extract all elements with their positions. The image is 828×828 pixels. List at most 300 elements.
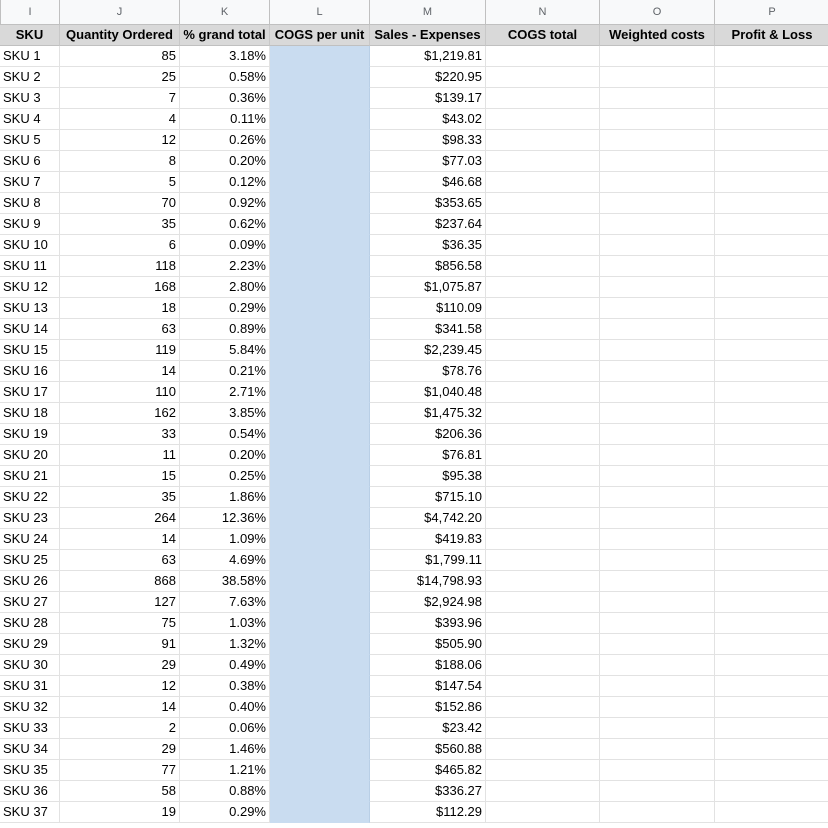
profit-loss-cell[interactable] bbox=[715, 403, 828, 424]
quantity-cell[interactable]: 63 bbox=[60, 550, 180, 571]
sales-expenses-cell[interactable]: $1,075.87 bbox=[370, 277, 486, 298]
cogs-per-unit-cell[interactable] bbox=[270, 172, 370, 193]
weighted-costs-cell[interactable] bbox=[600, 781, 715, 802]
weighted-costs-cell[interactable] bbox=[600, 571, 715, 592]
profit-loss-cell[interactable] bbox=[715, 655, 828, 676]
profit-loss-cell[interactable] bbox=[715, 109, 828, 130]
quantity-cell[interactable]: 4 bbox=[60, 109, 180, 130]
sales-expenses-cell[interactable]: $78.76 bbox=[370, 361, 486, 382]
weighted-costs-cell[interactable] bbox=[600, 718, 715, 739]
sku-cell[interactable]: SKU 1 bbox=[0, 46, 60, 67]
header-profit-loss[interactable]: Profit & Loss bbox=[715, 25, 828, 46]
weighted-costs-cell[interactable] bbox=[600, 151, 715, 172]
cogs-per-unit-cell[interactable] bbox=[270, 214, 370, 235]
quantity-cell[interactable]: 6 bbox=[60, 235, 180, 256]
weighted-costs-cell[interactable] bbox=[600, 277, 715, 298]
cogs-per-unit-cell[interactable] bbox=[270, 802, 370, 823]
quantity-cell[interactable]: 58 bbox=[60, 781, 180, 802]
sku-cell[interactable]: SKU 31 bbox=[0, 676, 60, 697]
profit-loss-cell[interactable] bbox=[715, 277, 828, 298]
quantity-cell[interactable]: 35 bbox=[60, 214, 180, 235]
sales-expenses-cell[interactable]: $23.42 bbox=[370, 718, 486, 739]
cogs-per-unit-cell[interactable] bbox=[270, 193, 370, 214]
sku-cell[interactable]: SKU 33 bbox=[0, 718, 60, 739]
cogs-total-cell[interactable] bbox=[486, 172, 600, 193]
quantity-cell[interactable]: 12 bbox=[60, 676, 180, 697]
column-letter-n[interactable]: N bbox=[486, 0, 600, 25]
cogs-per-unit-cell[interactable] bbox=[270, 760, 370, 781]
weighted-costs-cell[interactable] bbox=[600, 298, 715, 319]
pct-grand-total-cell[interactable]: 1.09% bbox=[180, 529, 270, 550]
cogs-total-cell[interactable] bbox=[486, 298, 600, 319]
cogs-per-unit-cell[interactable] bbox=[270, 508, 370, 529]
quantity-cell[interactable]: 91 bbox=[60, 634, 180, 655]
cogs-total-cell[interactable] bbox=[486, 151, 600, 172]
profit-loss-cell[interactable] bbox=[715, 445, 828, 466]
cogs-per-unit-cell[interactable] bbox=[270, 466, 370, 487]
sales-expenses-cell[interactable]: $98.33 bbox=[370, 130, 486, 151]
sku-cell[interactable]: SKU 6 bbox=[0, 151, 60, 172]
pct-grand-total-cell[interactable]: 0.20% bbox=[180, 151, 270, 172]
sku-cell[interactable]: SKU 29 bbox=[0, 634, 60, 655]
sales-expenses-cell[interactable]: $14,798.93 bbox=[370, 571, 486, 592]
cogs-total-cell[interactable] bbox=[486, 550, 600, 571]
profit-loss-cell[interactable] bbox=[715, 760, 828, 781]
sales-expenses-cell[interactable]: $856.58 bbox=[370, 256, 486, 277]
quantity-cell[interactable]: 63 bbox=[60, 319, 180, 340]
quantity-cell[interactable]: 33 bbox=[60, 424, 180, 445]
profit-loss-cell[interactable] bbox=[715, 130, 828, 151]
sales-expenses-cell[interactable]: $46.68 bbox=[370, 172, 486, 193]
sku-cell[interactable]: SKU 5 bbox=[0, 130, 60, 151]
sku-cell[interactable]: SKU 21 bbox=[0, 466, 60, 487]
weighted-costs-cell[interactable] bbox=[600, 445, 715, 466]
sku-cell[interactable]: SKU 22 bbox=[0, 487, 60, 508]
weighted-costs-cell[interactable] bbox=[600, 235, 715, 256]
profit-loss-cell[interactable] bbox=[715, 382, 828, 403]
sku-cell[interactable]: SKU 28 bbox=[0, 613, 60, 634]
quantity-cell[interactable]: 162 bbox=[60, 403, 180, 424]
profit-loss-cell[interactable] bbox=[715, 256, 828, 277]
weighted-costs-cell[interactable] bbox=[600, 172, 715, 193]
pct-grand-total-cell[interactable]: 0.54% bbox=[180, 424, 270, 445]
quantity-cell[interactable]: 85 bbox=[60, 46, 180, 67]
cogs-total-cell[interactable] bbox=[486, 697, 600, 718]
column-letter-l[interactable]: L bbox=[270, 0, 370, 25]
weighted-costs-cell[interactable] bbox=[600, 130, 715, 151]
cogs-per-unit-cell[interactable] bbox=[270, 130, 370, 151]
quantity-cell[interactable]: 118 bbox=[60, 256, 180, 277]
sales-expenses-cell[interactable]: $95.38 bbox=[370, 466, 486, 487]
weighted-costs-cell[interactable] bbox=[600, 487, 715, 508]
pct-grand-total-cell[interactable]: 0.62% bbox=[180, 214, 270, 235]
cogs-per-unit-cell[interactable] bbox=[270, 88, 370, 109]
quantity-cell[interactable]: 7 bbox=[60, 88, 180, 109]
cogs-total-cell[interactable] bbox=[486, 424, 600, 445]
weighted-costs-cell[interactable] bbox=[600, 340, 715, 361]
sku-cell[interactable]: SKU 30 bbox=[0, 655, 60, 676]
pct-grand-total-cell[interactable]: 0.88% bbox=[180, 781, 270, 802]
profit-loss-cell[interactable] bbox=[715, 529, 828, 550]
sales-expenses-cell[interactable]: $1,475.32 bbox=[370, 403, 486, 424]
quantity-cell[interactable]: 5 bbox=[60, 172, 180, 193]
cogs-total-cell[interactable] bbox=[486, 214, 600, 235]
cogs-total-cell[interactable] bbox=[486, 676, 600, 697]
pct-grand-total-cell[interactable]: 0.89% bbox=[180, 319, 270, 340]
sales-expenses-cell[interactable]: $188.06 bbox=[370, 655, 486, 676]
sku-cell[interactable]: SKU 34 bbox=[0, 739, 60, 760]
pct-grand-total-cell[interactable]: 0.92% bbox=[180, 193, 270, 214]
sku-cell[interactable]: SKU 13 bbox=[0, 298, 60, 319]
sales-expenses-cell[interactable]: $147.54 bbox=[370, 676, 486, 697]
quantity-cell[interactable]: 14 bbox=[60, 529, 180, 550]
sku-cell[interactable]: SKU 18 bbox=[0, 403, 60, 424]
quantity-cell[interactable]: 14 bbox=[60, 697, 180, 718]
weighted-costs-cell[interactable] bbox=[600, 424, 715, 445]
sales-expenses-cell[interactable]: $220.95 bbox=[370, 67, 486, 88]
cogs-total-cell[interactable] bbox=[486, 256, 600, 277]
quantity-cell[interactable]: 14 bbox=[60, 361, 180, 382]
sku-cell[interactable]: SKU 14 bbox=[0, 319, 60, 340]
column-letter-o[interactable]: O bbox=[600, 0, 715, 25]
pct-grand-total-cell[interactable]: 2.80% bbox=[180, 277, 270, 298]
profit-loss-cell[interactable] bbox=[715, 571, 828, 592]
cogs-per-unit-cell[interactable] bbox=[270, 592, 370, 613]
sku-cell[interactable]: SKU 37 bbox=[0, 802, 60, 823]
cogs-per-unit-cell[interactable] bbox=[270, 487, 370, 508]
pct-grand-total-cell[interactable]: 3.85% bbox=[180, 403, 270, 424]
column-letter-i[interactable]: I bbox=[0, 0, 60, 25]
cogs-per-unit-cell[interactable] bbox=[270, 718, 370, 739]
pct-grand-total-cell[interactable]: 0.25% bbox=[180, 466, 270, 487]
sales-expenses-cell[interactable]: $76.81 bbox=[370, 445, 486, 466]
profit-loss-cell[interactable] bbox=[715, 781, 828, 802]
cogs-per-unit-cell[interactable] bbox=[270, 529, 370, 550]
cogs-per-unit-cell[interactable] bbox=[270, 697, 370, 718]
cogs-per-unit-cell[interactable] bbox=[270, 256, 370, 277]
cogs-per-unit-cell[interactable] bbox=[270, 445, 370, 466]
cogs-per-unit-cell[interactable] bbox=[270, 382, 370, 403]
cogs-total-cell[interactable] bbox=[486, 445, 600, 466]
quantity-cell[interactable]: 15 bbox=[60, 466, 180, 487]
profit-loss-cell[interactable] bbox=[715, 739, 828, 760]
cogs-per-unit-cell[interactable] bbox=[270, 781, 370, 802]
quantity-cell[interactable]: 264 bbox=[60, 508, 180, 529]
cogs-total-cell[interactable] bbox=[486, 592, 600, 613]
quantity-cell[interactable]: 868 bbox=[60, 571, 180, 592]
profit-loss-cell[interactable] bbox=[715, 697, 828, 718]
cogs-total-cell[interactable] bbox=[486, 403, 600, 424]
weighted-costs-cell[interactable] bbox=[600, 697, 715, 718]
cogs-per-unit-cell[interactable] bbox=[270, 424, 370, 445]
profit-loss-cell[interactable] bbox=[715, 424, 828, 445]
pct-grand-total-cell[interactable]: 38.58% bbox=[180, 571, 270, 592]
sku-cell[interactable]: SKU 27 bbox=[0, 592, 60, 613]
pct-grand-total-cell[interactable]: 0.12% bbox=[180, 172, 270, 193]
weighted-costs-cell[interactable] bbox=[600, 193, 715, 214]
profit-loss-cell[interactable] bbox=[715, 46, 828, 67]
profit-loss-cell[interactable] bbox=[715, 193, 828, 214]
cogs-per-unit-cell[interactable] bbox=[270, 109, 370, 130]
weighted-costs-cell[interactable] bbox=[600, 613, 715, 634]
sku-cell[interactable]: SKU 7 bbox=[0, 172, 60, 193]
pct-grand-total-cell[interactable]: 4.69% bbox=[180, 550, 270, 571]
sales-expenses-cell[interactable]: $2,239.45 bbox=[370, 340, 486, 361]
sku-cell[interactable]: SKU 24 bbox=[0, 529, 60, 550]
weighted-costs-cell[interactable] bbox=[600, 739, 715, 760]
quantity-cell[interactable]: 110 bbox=[60, 382, 180, 403]
sku-cell[interactable]: SKU 32 bbox=[0, 697, 60, 718]
sku-cell[interactable]: SKU 36 bbox=[0, 781, 60, 802]
quantity-cell[interactable]: 127 bbox=[60, 592, 180, 613]
quantity-cell[interactable]: 8 bbox=[60, 151, 180, 172]
pct-grand-total-cell[interactable]: 0.11% bbox=[180, 109, 270, 130]
cogs-total-cell[interactable] bbox=[486, 613, 600, 634]
quantity-cell[interactable]: 12 bbox=[60, 130, 180, 151]
profit-loss-cell[interactable] bbox=[715, 214, 828, 235]
quantity-cell[interactable]: 75 bbox=[60, 613, 180, 634]
pct-grand-total-cell[interactable]: 3.18% bbox=[180, 46, 270, 67]
cogs-total-cell[interactable] bbox=[486, 508, 600, 529]
sku-cell[interactable]: SKU 4 bbox=[0, 109, 60, 130]
cogs-total-cell[interactable] bbox=[486, 382, 600, 403]
profit-loss-cell[interactable] bbox=[715, 613, 828, 634]
pct-grand-total-cell[interactable]: 2.71% bbox=[180, 382, 270, 403]
cogs-per-unit-cell[interactable] bbox=[270, 571, 370, 592]
header-cogs-total[interactable]: COGS total bbox=[486, 25, 600, 46]
header-weighted-costs[interactable]: Weighted costs bbox=[600, 25, 715, 46]
weighted-costs-cell[interactable] bbox=[600, 634, 715, 655]
pct-grand-total-cell[interactable]: 0.58% bbox=[180, 67, 270, 88]
cogs-per-unit-cell[interactable] bbox=[270, 550, 370, 571]
quantity-cell[interactable]: 29 bbox=[60, 655, 180, 676]
sku-cell[interactable]: SKU 9 bbox=[0, 214, 60, 235]
profit-loss-cell[interactable] bbox=[715, 340, 828, 361]
cogs-per-unit-cell[interactable] bbox=[270, 151, 370, 172]
cogs-per-unit-cell[interactable] bbox=[270, 676, 370, 697]
column-letter-m[interactable]: M bbox=[370, 0, 486, 25]
pct-grand-total-cell[interactable]: 0.26% bbox=[180, 130, 270, 151]
sku-cell[interactable]: SKU 26 bbox=[0, 571, 60, 592]
sales-expenses-cell[interactable]: $505.90 bbox=[370, 634, 486, 655]
profit-loss-cell[interactable] bbox=[715, 361, 828, 382]
quantity-cell[interactable]: 70 bbox=[60, 193, 180, 214]
column-letter-k[interactable]: K bbox=[180, 0, 270, 25]
sales-expenses-cell[interactable]: $77.03 bbox=[370, 151, 486, 172]
cogs-total-cell[interactable] bbox=[486, 571, 600, 592]
header-sales-expenses[interactable]: Sales - Expenses bbox=[370, 25, 486, 46]
sales-expenses-cell[interactable]: $336.27 bbox=[370, 781, 486, 802]
sales-expenses-cell[interactable]: $206.36 bbox=[370, 424, 486, 445]
cogs-per-unit-cell[interactable] bbox=[270, 655, 370, 676]
weighted-costs-cell[interactable] bbox=[600, 256, 715, 277]
weighted-costs-cell[interactable] bbox=[600, 403, 715, 424]
weighted-costs-cell[interactable] bbox=[600, 655, 715, 676]
header-cogs-per-unit[interactable]: COGS per unit bbox=[270, 25, 370, 46]
cogs-per-unit-cell[interactable] bbox=[270, 361, 370, 382]
cogs-per-unit-cell[interactable] bbox=[270, 613, 370, 634]
weighted-costs-cell[interactable] bbox=[600, 46, 715, 67]
column-letter-j[interactable]: J bbox=[60, 0, 180, 25]
cogs-total-cell[interactable] bbox=[486, 109, 600, 130]
profit-loss-cell[interactable] bbox=[715, 634, 828, 655]
weighted-costs-cell[interactable] bbox=[600, 382, 715, 403]
quantity-cell[interactable]: 18 bbox=[60, 298, 180, 319]
pct-grand-total-cell[interactable]: 5.84% bbox=[180, 340, 270, 361]
cogs-per-unit-cell[interactable] bbox=[270, 277, 370, 298]
sku-cell[interactable]: SKU 3 bbox=[0, 88, 60, 109]
cogs-total-cell[interactable] bbox=[486, 739, 600, 760]
profit-loss-cell[interactable] bbox=[715, 151, 828, 172]
profit-loss-cell[interactable] bbox=[715, 802, 828, 823]
weighted-costs-cell[interactable] bbox=[600, 319, 715, 340]
cogs-total-cell[interactable] bbox=[486, 340, 600, 361]
quantity-cell[interactable]: 25 bbox=[60, 67, 180, 88]
cogs-total-cell[interactable] bbox=[486, 193, 600, 214]
cogs-per-unit-cell[interactable] bbox=[270, 403, 370, 424]
cogs-total-cell[interactable] bbox=[486, 46, 600, 67]
pct-grand-total-cell[interactable]: 0.29% bbox=[180, 802, 270, 823]
header-pct-grand-total[interactable]: % grand total bbox=[180, 25, 270, 46]
weighted-costs-cell[interactable] bbox=[600, 214, 715, 235]
cogs-total-cell[interactable] bbox=[486, 781, 600, 802]
header-quantity-ordered[interactable]: Quantity Ordered bbox=[60, 25, 180, 46]
profit-loss-cell[interactable] bbox=[715, 550, 828, 571]
column-letter-p[interactable]: P bbox=[715, 0, 828, 25]
weighted-costs-cell[interactable] bbox=[600, 802, 715, 823]
quantity-cell[interactable]: 29 bbox=[60, 739, 180, 760]
pct-grand-total-cell[interactable]: 0.36% bbox=[180, 88, 270, 109]
profit-loss-cell[interactable] bbox=[715, 172, 828, 193]
quantity-cell[interactable]: 19 bbox=[60, 802, 180, 823]
sku-cell[interactable]: SKU 15 bbox=[0, 340, 60, 361]
sales-expenses-cell[interactable]: $36.35 bbox=[370, 235, 486, 256]
weighted-costs-cell[interactable] bbox=[600, 508, 715, 529]
profit-loss-cell[interactable] bbox=[715, 592, 828, 613]
sku-cell[interactable]: SKU 25 bbox=[0, 550, 60, 571]
pct-grand-total-cell[interactable]: 0.20% bbox=[180, 445, 270, 466]
weighted-costs-cell[interactable] bbox=[600, 88, 715, 109]
cogs-per-unit-cell[interactable] bbox=[270, 634, 370, 655]
profit-loss-cell[interactable] bbox=[715, 67, 828, 88]
profit-loss-cell[interactable] bbox=[715, 466, 828, 487]
quantity-cell[interactable]: 77 bbox=[60, 760, 180, 781]
pct-grand-total-cell[interactable]: 1.32% bbox=[180, 634, 270, 655]
pct-grand-total-cell[interactable]: 1.21% bbox=[180, 760, 270, 781]
cogs-total-cell[interactable] bbox=[486, 130, 600, 151]
cogs-per-unit-cell[interactable] bbox=[270, 46, 370, 67]
profit-loss-cell[interactable] bbox=[715, 676, 828, 697]
profit-loss-cell[interactable] bbox=[715, 718, 828, 739]
sales-expenses-cell[interactable]: $237.64 bbox=[370, 214, 486, 235]
profit-loss-cell[interactable] bbox=[715, 298, 828, 319]
sales-expenses-cell[interactable]: $110.09 bbox=[370, 298, 486, 319]
cogs-per-unit-cell[interactable] bbox=[270, 298, 370, 319]
pct-grand-total-cell[interactable]: 0.29% bbox=[180, 298, 270, 319]
pct-grand-total-cell[interactable]: 1.03% bbox=[180, 613, 270, 634]
sales-expenses-cell[interactable]: $560.88 bbox=[370, 739, 486, 760]
sku-cell[interactable]: SKU 19 bbox=[0, 424, 60, 445]
profit-loss-cell[interactable] bbox=[715, 487, 828, 508]
weighted-costs-cell[interactable] bbox=[600, 592, 715, 613]
sales-expenses-cell[interactable]: $152.86 bbox=[370, 697, 486, 718]
pct-grand-total-cell[interactable]: 2.23% bbox=[180, 256, 270, 277]
weighted-costs-cell[interactable] bbox=[600, 466, 715, 487]
sales-expenses-cell[interactable]: $393.96 bbox=[370, 613, 486, 634]
profit-loss-cell[interactable] bbox=[715, 319, 828, 340]
cogs-total-cell[interactable] bbox=[486, 487, 600, 508]
pct-grand-total-cell[interactable]: 0.09% bbox=[180, 235, 270, 256]
cogs-total-cell[interactable] bbox=[486, 529, 600, 550]
header-sku[interactable]: SKU bbox=[0, 25, 60, 46]
pct-grand-total-cell[interactable]: 0.38% bbox=[180, 676, 270, 697]
cogs-total-cell[interactable] bbox=[486, 718, 600, 739]
sku-cell[interactable]: SKU 20 bbox=[0, 445, 60, 466]
weighted-costs-cell[interactable] bbox=[600, 760, 715, 781]
sku-cell[interactable]: SKU 2 bbox=[0, 67, 60, 88]
cogs-total-cell[interactable] bbox=[486, 634, 600, 655]
cogs-total-cell[interactable] bbox=[486, 802, 600, 823]
sales-expenses-cell[interactable]: $43.02 bbox=[370, 109, 486, 130]
sku-cell[interactable]: SKU 8 bbox=[0, 193, 60, 214]
cogs-total-cell[interactable] bbox=[486, 67, 600, 88]
weighted-costs-cell[interactable] bbox=[600, 67, 715, 88]
cogs-total-cell[interactable] bbox=[486, 466, 600, 487]
quantity-cell[interactable]: 11 bbox=[60, 445, 180, 466]
quantity-cell[interactable]: 119 bbox=[60, 340, 180, 361]
weighted-costs-cell[interactable] bbox=[600, 529, 715, 550]
sku-cell[interactable]: SKU 23 bbox=[0, 508, 60, 529]
sales-expenses-cell[interactable]: $139.17 bbox=[370, 88, 486, 109]
sales-expenses-cell[interactable]: $341.58 bbox=[370, 319, 486, 340]
pct-grand-total-cell[interactable]: 0.40% bbox=[180, 697, 270, 718]
sales-expenses-cell[interactable]: $1,219.81 bbox=[370, 46, 486, 67]
cogs-total-cell[interactable] bbox=[486, 88, 600, 109]
sales-expenses-cell[interactable]: $419.83 bbox=[370, 529, 486, 550]
sales-expenses-cell[interactable]: $353.65 bbox=[370, 193, 486, 214]
cogs-per-unit-cell[interactable] bbox=[270, 67, 370, 88]
cogs-total-cell[interactable] bbox=[486, 235, 600, 256]
sales-expenses-cell[interactable]: $1,040.48 bbox=[370, 382, 486, 403]
sales-expenses-cell[interactable]: $112.29 bbox=[370, 802, 486, 823]
sku-cell[interactable]: SKU 16 bbox=[0, 361, 60, 382]
profit-loss-cell[interactable] bbox=[715, 508, 828, 529]
pct-grand-total-cell[interactable]: 0.21% bbox=[180, 361, 270, 382]
quantity-cell[interactable]: 168 bbox=[60, 277, 180, 298]
sales-expenses-cell[interactable]: $2,924.98 bbox=[370, 592, 486, 613]
sales-expenses-cell[interactable]: $4,742.20 bbox=[370, 508, 486, 529]
profit-loss-cell[interactable] bbox=[715, 235, 828, 256]
quantity-cell[interactable]: 2 bbox=[60, 718, 180, 739]
pct-grand-total-cell[interactable]: 1.46% bbox=[180, 739, 270, 760]
sales-expenses-cell[interactable]: $715.10 bbox=[370, 487, 486, 508]
weighted-costs-cell[interactable] bbox=[600, 550, 715, 571]
sku-cell[interactable]: SKU 35 bbox=[0, 760, 60, 781]
quantity-cell[interactable]: 35 bbox=[60, 487, 180, 508]
cogs-per-unit-cell[interactable] bbox=[270, 235, 370, 256]
pct-grand-total-cell[interactable]: 12.36% bbox=[180, 508, 270, 529]
sales-expenses-cell[interactable]: $1,799.11 bbox=[370, 550, 486, 571]
cogs-total-cell[interactable] bbox=[486, 361, 600, 382]
weighted-costs-cell[interactable] bbox=[600, 361, 715, 382]
sku-cell[interactable]: SKU 11 bbox=[0, 256, 60, 277]
cogs-per-unit-cell[interactable] bbox=[270, 340, 370, 361]
pct-grand-total-cell[interactable]: 0.06% bbox=[180, 718, 270, 739]
weighted-costs-cell[interactable] bbox=[600, 109, 715, 130]
sku-cell[interactable]: SKU 10 bbox=[0, 235, 60, 256]
pct-grand-total-cell[interactable]: 0.49% bbox=[180, 655, 270, 676]
cogs-total-cell[interactable] bbox=[486, 319, 600, 340]
